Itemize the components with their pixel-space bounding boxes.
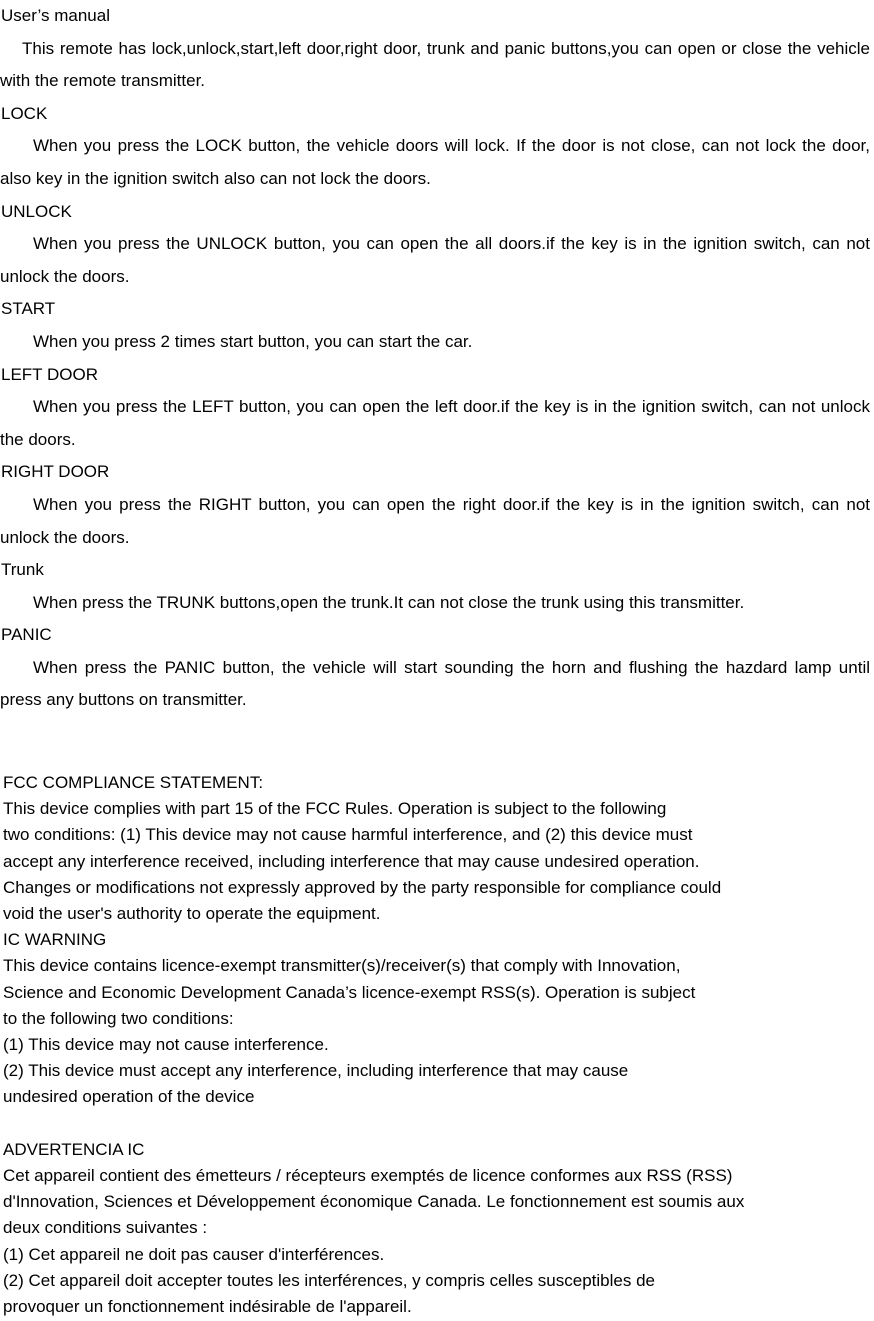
- section-text-start: When you press 2 times start button, you can start the car.: [33, 331, 473, 351]
- fcc-line: two conditions: (1) This device may not cause harmful interference, and (2) this device must: [3, 825, 693, 845]
- section-spacer: [3, 1111, 873, 1137]
- section-text-left-door: When you press the LEFT button, you can open the left door.if the key is in the ignition switch, can not unlock the doors.: [0, 397, 870, 449]
- section-text-unlock: When you press the UNLOCK button, you can open the all doors.if the key is in the ignition switch, can not unlock the doors.: [0, 234, 870, 286]
- ic-line: to the following two conditions:: [3, 1008, 234, 1028]
- section-heading-right-door: RIGHT DOOR: [1, 462, 110, 482]
- section-heading-lock: LOCK: [1, 103, 48, 123]
- ic-title: IC WARNING: [3, 930, 107, 950]
- ic-line: This device contains licence-exempt transmitter(s)/receiver(s) that comply with Innovation,: [3, 956, 681, 976]
- manual-intro: This remote has lock,unlock,start,left door,right door, trunk and panic buttons,you can open or close the vehicle with the remote transmitter.: [0, 38, 870, 91]
- advertencia-line: deux conditions suivantes :: [3, 1218, 208, 1238]
- section-heading-left-door: LEFT DOOR: [1, 364, 98, 384]
- fcc-line: accept any interference received, including interference that may cause undesired operation.: [3, 851, 700, 871]
- manual-title: User’s manual: [1, 6, 110, 25]
- advertencia-title: ADVERTENCIA IC: [3, 1139, 145, 1159]
- section-text-panic: When press the PANIC button, the vehicle will start sounding the horn and flushing the hazdard lamp until press any buttons on transmitter.: [0, 657, 870, 710]
- section-heading-unlock: UNLOCK: [1, 201, 72, 221]
- fcc-line: This device complies with part 15 of the FCC Rules. Operation is subject to the following: [3, 799, 667, 819]
- section-heading-panic: PANIC: [1, 625, 52, 645]
- advertencia-line: Cet appareil contient des émetteurs / récepteurs exemptés de licence conformes aux RSS (RSS): [3, 1166, 733, 1186]
- ic-line: Science and Economic Development Canada’s licence-exempt RSS(s). Operation is subject: [3, 982, 696, 1002]
- section-heading-start: START: [1, 299, 56, 319]
- section-text-right-door: When you press the RIGHT button, you can open the right door.if the key is in the ignition switch, can not unlock the doors.: [0, 494, 870, 547]
- section-text-trunk: When press the TRUNK buttons,open the trunk.It can not close the trunk using this transmitter.: [33, 592, 745, 612]
- ic-line: (1) This device may not cause interference.: [3, 1035, 329, 1055]
- advertencia-line: (1) Cet appareil ne doit pas causer d'interférences.: [3, 1244, 385, 1264]
- fcc-title: FCC COMPLIANCE STATEMENT:: [3, 773, 264, 792]
- compliance-statements: [3, 770, 873, 1320]
- ic-line: (2) This device must accept any interference, including interference that may cause: [3, 1061, 629, 1081]
- advertencia-line: (2) Cet appareil doit accepter toutes les interférences, y compris celles susceptibles de: [3, 1270, 655, 1290]
- fcc-line: void the user's authority to operate the equipment.: [3, 904, 381, 924]
- ic-line: undesired operation of the device: [3, 1087, 255, 1107]
- fcc-line: Changes or modifications not expressly approved by the party responsible for compliance could: [3, 877, 722, 897]
- section-text-lock: When you press the LOCK button, the vehicle doors will lock. If the door is not close, can not lock the door, also key in the ignition switch also can not lock the doors.: [0, 136, 870, 188]
- advertencia-line: provoquer un fonctionnement indésirable de l'appareil.: [3, 1297, 412, 1317]
- advertencia-line: d'Innovation, Sciences et Développement économique Canada. Le fonctionnement est soumis aux: [3, 1192, 745, 1212]
- section-heading-trunk: Trunk: [1, 560, 44, 580]
